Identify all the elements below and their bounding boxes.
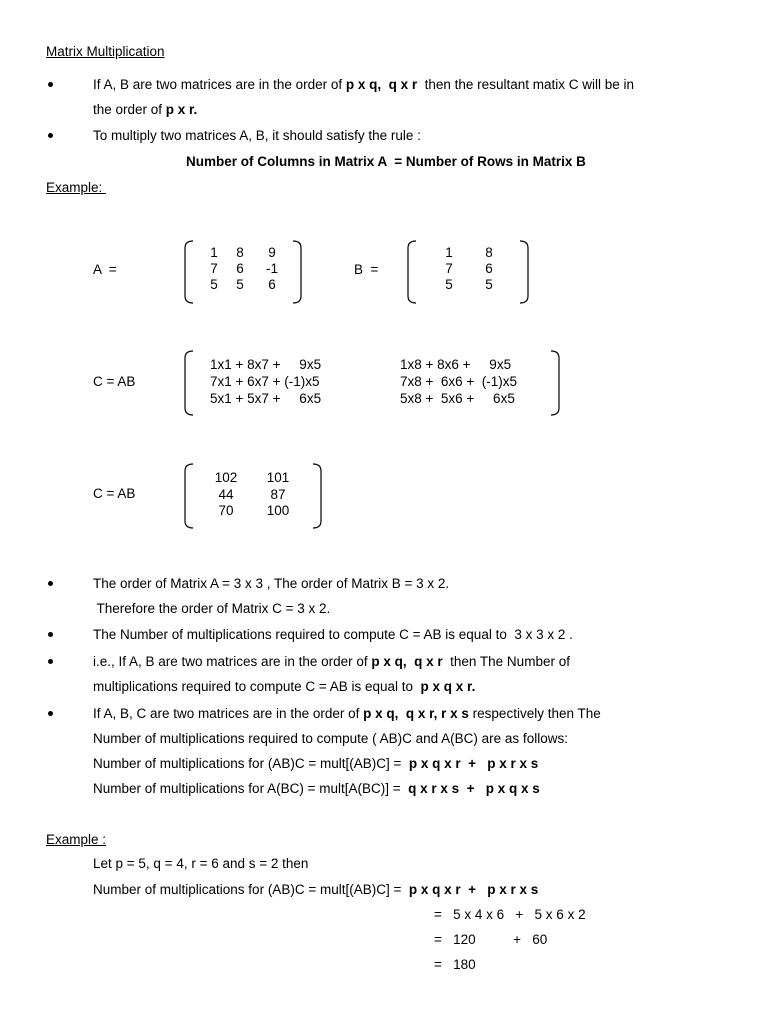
left-bracket-icon <box>183 240 195 304</box>
matrix-cell: 70 <box>218 503 234 518</box>
matrix-cell: 87 <box>270 487 286 502</box>
matrix-cell: 6 <box>236 261 244 276</box>
rule-text: Number of Columns in Matrix A = Number of Rows in Matrix B <box>186 154 586 169</box>
matrix-cell: 1 <box>210 245 218 260</box>
text: then The Number of <box>442 654 570 669</box>
matrix-c-result-label: C = AB <box>93 486 136 501</box>
bullet1-line2 <box>93 102 197 118</box>
bold-text: q x r x s + p x q x s <box>408 781 540 796</box>
right-bracket-icon <box>518 240 530 304</box>
bullet3-line2: Therefore the order of Matrix C = 3 x 2. <box>93 601 331 616</box>
example2-line4: = 120 + 60 <box>434 932 548 947</box>
bullet-dot <box>48 706 56 722</box>
text: Number of multiplications for (AB)C = mult[(AB)C] = <box>93 756 409 771</box>
matrix-b <box>406 240 530 304</box>
bullet-dot <box>48 576 56 592</box>
bullet5-line2 <box>93 679 475 695</box>
example2-line5: = 180 <box>434 957 476 972</box>
text: i.e., If A, B are two matrices are in the order of <box>93 654 372 669</box>
matrix-cell: 101 <box>266 470 290 485</box>
bullet3-line1: The order of Matrix A = 3 x 3 , The order of Matrix B = 3 x 2. <box>93 576 450 591</box>
bullet5-line1 <box>93 654 570 670</box>
matrix-cell: 8 <box>485 245 493 260</box>
matrix-cell: 5x8 + 5x6 + 6x5 <box>400 391 515 406</box>
text: respectively then The <box>468 706 601 721</box>
text: If A, B are two matrices are in the order of <box>93 77 346 92</box>
bullet-dot <box>48 128 56 144</box>
matrix-cell: 7x1 + 6x7 + (-1)x5 <box>210 374 320 389</box>
text: Number of multiplications for A(BC) = mult[A(BC)] = <box>93 781 409 796</box>
matrix-cell: 5 <box>236 277 244 292</box>
text: If A, B, C are two matrices are in the order of <box>93 706 364 721</box>
text: multiplications required to compute C = AB is equal to <box>93 679 421 694</box>
matrix-cell: 6 <box>268 277 276 292</box>
right-bracket-icon <box>311 463 323 529</box>
matrix-cell: 6 <box>485 261 493 276</box>
matrix-c-expanded <box>183 350 563 416</box>
bold-text: p x q x r + p x r x s <box>408 882 539 897</box>
matrix-cell: 5x1 + 5x7 + 6x5 <box>210 391 322 406</box>
example-label: Example: <box>46 180 107 195</box>
matrix-cell: 1x1 + 8x7 + 9x5 <box>210 357 322 372</box>
example2-line1: Let p = 5, q = 4, r = 6 and s = 2 then <box>93 856 309 871</box>
text: Number of multiplications for (AB)C = mult[(AB)C] = <box>93 882 409 897</box>
bold-text: p x q x r + p x r x s <box>408 756 539 771</box>
right-bracket-icon <box>549 350 561 416</box>
left-bracket-icon <box>183 463 195 529</box>
bold-text: p x q, q x r <box>371 654 443 669</box>
bullet-dot <box>48 627 56 643</box>
bold-text: p x q, q x r <box>345 77 418 92</box>
bullet6-line4 <box>93 781 540 797</box>
bullet4-text: The Number of multiplications required to compute C = AB is equal to 3 x 3 x 2 . <box>93 627 573 642</box>
example2-line3: = 5 x 4 x 6 + 5 x 6 x 2 <box>434 907 586 922</box>
bullet-dot <box>48 77 56 93</box>
matrix-cell: 5 <box>485 277 493 292</box>
example2-line2 <box>93 882 538 898</box>
matrix-cell: 7 <box>210 261 218 276</box>
bullet6-line2: Number of multiplications required to compute ( AB)C and A(BC) are as follows: <box>93 731 568 746</box>
matrix-a <box>183 240 303 304</box>
matrix-cell: 5 <box>210 277 218 292</box>
bold-text: p x r. <box>165 102 198 117</box>
matrix-cell: 102 <box>214 470 238 485</box>
matrix-c-label: C = AB <box>93 374 136 389</box>
matrix-c-result <box>183 463 325 529</box>
bold-text: p x q x r. <box>420 679 476 694</box>
matrix-cell: 7 <box>445 261 453 276</box>
bullet-dot <box>48 654 56 670</box>
bullet1-line1 <box>93 77 634 93</box>
matrix-cell: 8 <box>236 245 244 260</box>
text: then the resultant matix C will be in <box>417 77 634 92</box>
matrix-cell: -1 <box>265 261 278 276</box>
matrix-a-label: A = <box>93 262 117 277</box>
right-bracket-icon <box>291 240 303 304</box>
bullet6-line3 <box>93 756 538 772</box>
left-bracket-icon <box>183 350 195 416</box>
matrix-b-label: B = <box>354 262 379 277</box>
bullet6-line1 <box>93 706 601 722</box>
matrix-cell: 100 <box>266 503 290 518</box>
matrix-cell: 44 <box>218 487 234 502</box>
bold-text: p x q, q x r, r x s <box>363 706 469 721</box>
page-title: Matrix Multiplication <box>46 44 165 59</box>
matrix-cell: 1x8 + 8x6 + 9x5 <box>400 357 512 372</box>
matrix-cell: 5 <box>445 277 453 292</box>
text: the order of <box>93 102 166 117</box>
matrix-cell: 1 <box>445 245 453 260</box>
matrix-cell: 9 <box>268 245 276 260</box>
left-bracket-icon <box>406 240 418 304</box>
matrix-cell: 7x8 + 6x6 + (-1)x5 <box>400 374 518 389</box>
bullet2-text: To multiply two matrices A, B, it should satisfy the rule : <box>93 128 421 143</box>
example2-label: Example : <box>46 832 107 847</box>
